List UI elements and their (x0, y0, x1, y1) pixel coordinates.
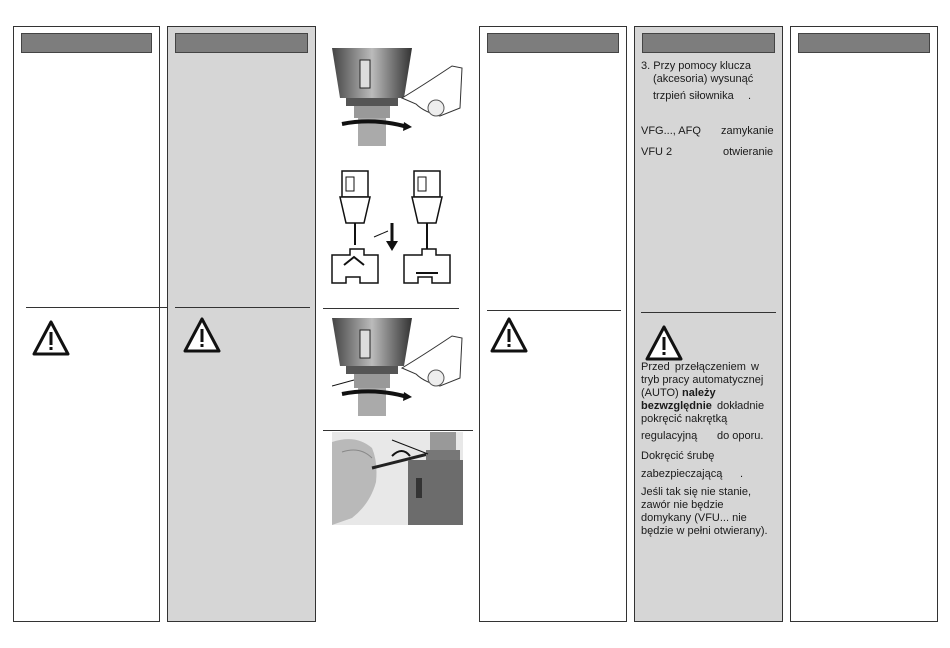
warning-line-9: Jeśli tak się nie stanie, (641, 486, 752, 498)
mode-model-1: VFG..., AFQ (641, 125, 701, 137)
warning-line-8a: zabezpieczającą (641, 468, 723, 480)
step3-line2: (akcesoria) wysunąć (653, 73, 754, 85)
mode-action-1: zamykanie (721, 125, 774, 137)
figure-valve-diagram (330, 165, 460, 295)
figure-actuator-wrench-2 (332, 318, 467, 418)
warning-line-11: domykany (VFU... nie (641, 512, 747, 524)
mode-model-2: VFU 2 (641, 146, 673, 158)
column-header-bar (642, 33, 775, 53)
warning-triangle-icon (183, 317, 221, 353)
warning-line-3a: (AUTO) (641, 387, 679, 399)
column-5 (634, 26, 783, 622)
warning-line-5: pokręcić nakrętką (641, 413, 728, 425)
column-6 (790, 26, 938, 622)
step3-line3-tail: . (748, 90, 752, 102)
section-divider (641, 312, 776, 313)
warning-line-3b: należy (682, 387, 716, 399)
column-2 (167, 26, 316, 622)
column-4 (479, 26, 627, 622)
step3-line3: trzpień siłownika (653, 90, 734, 102)
section-divider (487, 310, 621, 311)
warning-line-4b: dokładnie (717, 400, 765, 412)
warning-line-8b: . (740, 468, 744, 480)
warning-line-6a: regulacyjną (641, 430, 698, 442)
figure-screwdriver (332, 432, 463, 525)
warning-triangle-icon (490, 317, 528, 353)
figure-divider (323, 430, 473, 431)
warning-line-6b: do oporu. (717, 430, 764, 442)
warning-line-10: zawór nie będzie (641, 499, 724, 511)
warning-line-7: Dokręcić śrubę (641, 450, 715, 462)
section-divider (26, 307, 174, 308)
figure-divider (323, 308, 459, 309)
figure-actuator-wrench (332, 48, 467, 148)
column-header-bar (487, 33, 619, 53)
warning-line-4a: bezwzględnie (641, 400, 712, 412)
column-header-bar (798, 33, 930, 53)
step3-line1: 3. Przy pomocy klucza (641, 60, 752, 72)
warning-line-2: tryb pracy automatycznej (641, 374, 764, 386)
column-header-bar (175, 33, 308, 53)
warning-triangle-icon (645, 325, 683, 361)
mode-action-2: otwieranie (723, 146, 774, 158)
warning-line-1: Przed przełączeniem w (641, 361, 759, 373)
section-divider (175, 307, 310, 308)
column-1 (13, 26, 160, 622)
warning-triangle-icon (32, 320, 70, 356)
column-header-bar (21, 33, 152, 53)
warning-line-12: będzie w pełni otwierany). (641, 525, 768, 537)
